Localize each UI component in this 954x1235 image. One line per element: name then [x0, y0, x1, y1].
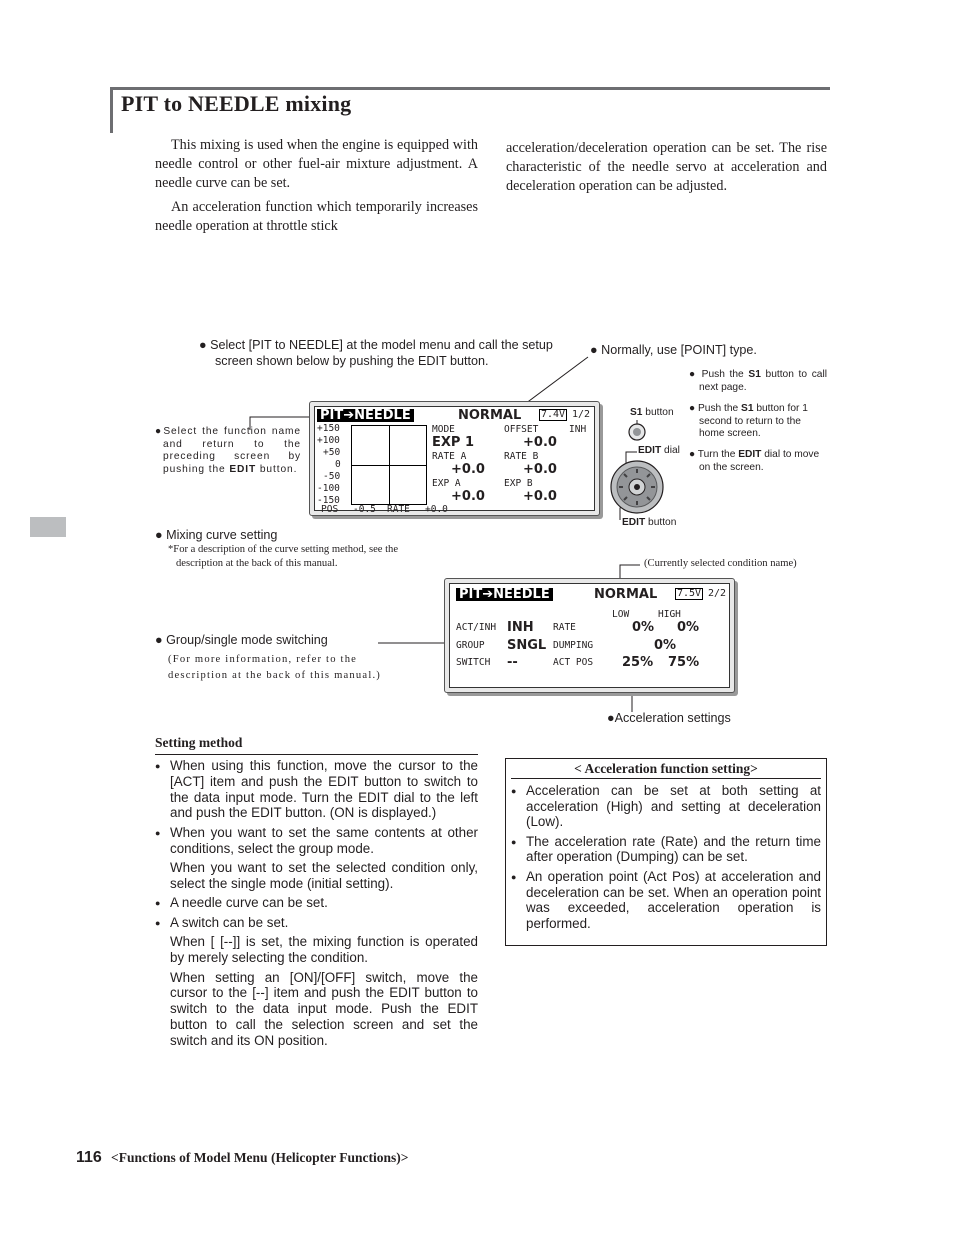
screen2-rate-low[interactable]: 0%: [632, 620, 655, 635]
lcd-screen-1: [309, 401, 600, 516]
setting-item-cont: When [ [--]] is set, the mixing function is operated by merely selecting the condition.: [170, 933, 478, 965]
y-tick: +50: [323, 447, 341, 458]
screen1-exp-a-value[interactable]: +0.0: [451, 489, 485, 504]
acceleration-box: [505, 758, 827, 946]
screen2-rate-label: RATE: [553, 622, 576, 633]
screen1-exp-b-value[interactable]: +0.0: [523, 489, 557, 504]
y-tick: +150: [317, 423, 340, 434]
lcd-screen-2: [444, 578, 735, 693]
acceleration-box-heading: < Acceleration function setting>: [574, 761, 758, 776]
screen2-switch-label: SWITCH: [456, 657, 491, 668]
setting-item: ● When you want to set the same contents at other conditions, select the group mode.: [155, 825, 478, 857]
callout-current-condition: (Currently selected condition name): [644, 558, 797, 569]
y-tick: 0: [335, 459, 341, 470]
lcd-screen-1-display: [314, 406, 595, 515]
setting-method-rule: [155, 754, 478, 755]
transmitter-controls: [600, 420, 680, 520]
note-mixing-curve: *For a description of the curve setting method, see the description at the back of this manual.: [168, 544, 399, 569]
setting-method-heading: Setting method: [155, 735, 243, 750]
label-edit-button: EDIT button: [622, 517, 677, 528]
label-s1-button: S1 button: [630, 407, 674, 418]
screen1-header[interactable]: PIT➔NEEDLE: [317, 409, 414, 422]
screen1-rate-b-label: RATE B: [504, 451, 539, 462]
screen2-act-label: ACT/INH: [456, 622, 497, 633]
setting-item-cont: When setting an [ON]/[OFF] switch, move the cursor to the [--] item and push the EDIT button to switch to the data input mode. Push the EDIT button to call the selection screen and set the switch and its ON position.: [170, 969, 478, 1048]
note-group-single: (For more information, refer to the description at the back of this manual.): [168, 654, 382, 681]
acceleration-box-list: [511, 783, 821, 935]
intro-paragraph: An acceleration function which temporarily increases needle operation at throttle stick: [155, 199, 478, 234]
screen2-header[interactable]: PIT➔NEEDLE: [456, 588, 553, 601]
page-title: PIT to NEEDLE mixing: [121, 91, 352, 116]
screen1-exp-a-label: EXP A: [432, 478, 461, 489]
callout-group-single: ● Group/single mode switching: [155, 633, 328, 647]
screen1-page: 1/2: [572, 409, 591, 420]
y-tick: -100: [317, 483, 340, 494]
screen1-rate-a-label: RATE A: [432, 451, 467, 462]
screen2-actpos-label: ACT POS: [553, 657, 594, 668]
note-push-s1-home: ● Push the S1 button for 1 second to return to the home screen.: [689, 403, 808, 440]
intro-paragraph: This mixing is used when the engine is equipped with needle control or other fuel-air mixture adjustment. A needle curve can be set.: [155, 137, 478, 191]
footer-text: <Functions of Model Menu (Helicopter Functions)>: [111, 1150, 409, 1165]
acceleration-item: ● Acceleration can be set at both setting at acceleration (High) and setting at deceleration (Low).: [511, 783, 821, 830]
screen2-group-value[interactable]: SNGL: [507, 638, 547, 653]
setting-item: ● A switch can be set.: [155, 915, 478, 931]
note-push-s1-next: ● Push the S1 button to call next page.: [689, 369, 827, 393]
screen1-rate-value: +0.0: [425, 504, 448, 515]
acceleration-item: ● The acceleration rate (Rate) and the return time after operation (Dumping) can be set.: [511, 834, 821, 865]
screen1-pos-value: -0.5: [353, 504, 376, 515]
screen2-switch-value[interactable]: --: [507, 655, 518, 670]
screen1-offset-state[interactable]: INH: [569, 424, 587, 435]
screen1-mode-label: MODE: [432, 424, 455, 435]
screen1-offset-label: OFFSET: [504, 424, 539, 435]
screen1-rate-b-value[interactable]: +0.0: [523, 462, 557, 477]
screen1-exp-b-label: EXP B: [504, 478, 533, 489]
screen1-pos-label: POS: [321, 504, 339, 515]
screen2-low-label: LOW: [612, 609, 630, 620]
screen2-condition: NORMAL: [594, 587, 658, 602]
y-tick: -50: [323, 471, 341, 482]
note-turn-edit: ● Turn the EDIT dial to move on the screen.: [689, 449, 820, 473]
screen1-offset-value[interactable]: +0.0: [523, 435, 557, 450]
setting-item: ● A needle curve can be set.: [155, 895, 478, 911]
screen2-actpos-high[interactable]: 75%: [668, 655, 700, 670]
acceleration-box-rule: [511, 778, 821, 779]
screen2-voltage: 7.5V: [677, 588, 702, 599]
screen1-condition: NORMAL: [458, 408, 522, 423]
page-number: 116: [76, 1149, 102, 1166]
screen2-rate-high[interactable]: 0%: [677, 620, 700, 635]
note-select-function: ●Select the function name and return to the preceding screen by pushing the EDIT button.: [155, 426, 301, 475]
callout-mixing-curve: ● Mixing curve setting: [155, 528, 278, 542]
s1-button[interactable]: [629, 424, 645, 440]
screen1-voltage: 7.4V: [541, 409, 566, 420]
y-tick: +100: [317, 435, 340, 446]
screen1-rate-label: RATE: [387, 504, 410, 515]
callout-select: ● Select [PIT to NEEDLE] at the model menu and call the setup screen shown below by pushing the EDIT button.: [199, 338, 553, 368]
screen2-actpos-low[interactable]: 25%: [622, 655, 654, 670]
setting-item-cont: When you want to set the selected condition only, select the single mode (initial setting).: [170, 859, 478, 891]
setting-method-list: [155, 758, 478, 1053]
acceleration-item: ● An operation point (Act Pos) at acceleration and deceleration can be set. When an operation point was exceeded, acceleration operation is performed.: [511, 869, 821, 931]
screen2-dumping-value[interactable]: 0%: [654, 638, 677, 653]
screen1-rate-a-value[interactable]: +0.0: [451, 462, 485, 477]
screen2-page: 2/2: [708, 588, 727, 599]
setting-item: ● When using this function, move the cursor to the [ACT] item and push the EDIT button to switch to the data input mode. Turn the EDIT dial to the left and push the EDIT button. (ON is displayed.): [155, 758, 478, 821]
screen2-group-label: GROUP: [456, 640, 485, 651]
edit-dial[interactable]: [611, 461, 663, 513]
callout-normally: ● Normally, use [POINT] type.: [590, 343, 757, 357]
intro-paragraph-right: acceleration/deceleration operation can be set. The rise characteristic of the needle servo at acceleration and deceleration operation can be adjusted.: [506, 140, 827, 194]
screen1-mode-value[interactable]: EXP 1: [432, 435, 475, 450]
callout-acceleration-settings: ●Acceleration settings: [607, 711, 731, 725]
screen1-curve-graph: [351, 425, 427, 505]
lcd-screen-2-display: [449, 583, 730, 688]
screen2-dumping-label: DUMPING: [553, 640, 594, 651]
screen2-act-value[interactable]: INH: [507, 620, 534, 635]
screen2-high-label: HIGH: [658, 609, 681, 620]
y-tick: -150: [317, 495, 340, 506]
label-edit-dial: EDIT dial: [638, 445, 680, 456]
